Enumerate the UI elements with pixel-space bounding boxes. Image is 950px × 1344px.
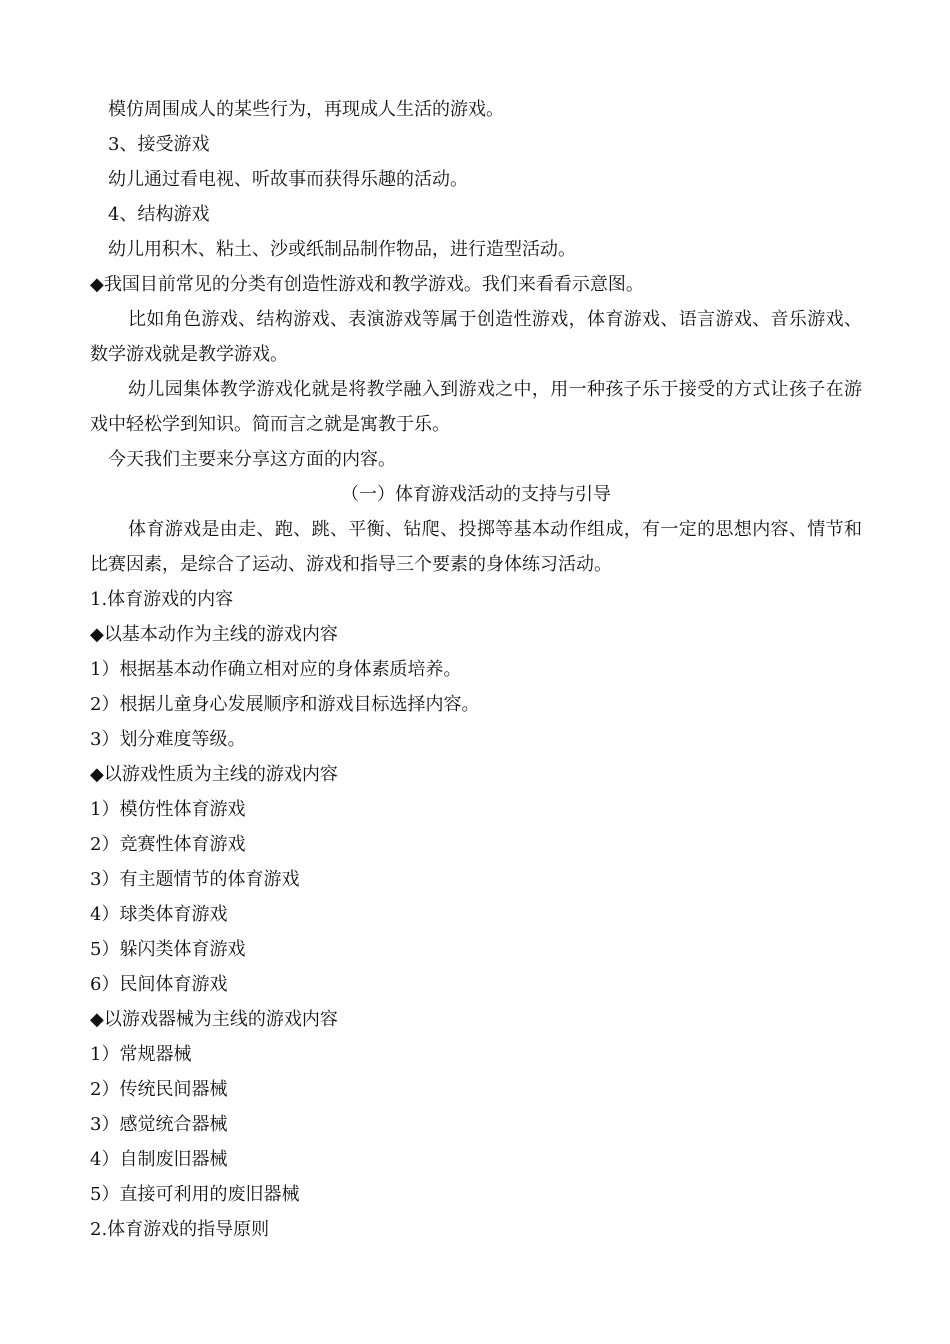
section-title: （一）体育游戏活动的支持与引导	[341, 484, 611, 505]
text-line: 幼儿通过看电视、听故事而获得乐趣的活动。	[108, 169, 468, 190]
list-item: 3）划分难度等级。	[90, 729, 246, 750]
bullet-line: ◆以游戏性质为主线的游戏内容	[90, 764, 338, 785]
bullet-line: ◆我国目前常见的分类有创造性游戏和教学游戏。我们来看看示意图。	[90, 274, 644, 295]
list-item: 3）有主题情节的体育游戏	[90, 869, 300, 890]
text-line: 幼儿用积木、粘土、沙或纸制品制作物品，进行造型活动。	[108, 239, 576, 260]
document-page	[90, 92, 862, 1247]
list-item: 3）感觉统合器械	[90, 1114, 228, 1135]
paragraph: 体育游戏是由走、跑、跳、平衡、钻爬、投掷等基本动作组成，有一定的思想内容、情节和比赛因素，是综合了运动、游戏和指导三个要素的身体练习活动。	[90, 519, 862, 575]
list-item: 2）竞赛性体育游戏	[90, 834, 246, 855]
list-item: 2）传统民间器械	[90, 1079, 228, 1100]
list-item: 5）直接可利用的废旧器械	[90, 1184, 300, 1205]
bullet-line: ◆以游戏器械为主线的游戏内容	[90, 1009, 338, 1030]
numbered-heading: 2.体育游戏的指导原则	[90, 1219, 270, 1240]
numbered-heading: 1.体育游戏的内容	[90, 589, 234, 610]
paragraph: 比如角色游戏、结构游戏、表演游戏等属于创造性游戏，体育游戏、语言游戏、音乐游戏、数学游戏就是教学游戏。	[90, 309, 862, 365]
list-item: 1）模仿性体育游戏	[90, 799, 246, 820]
list-item: 6）民间体育游戏	[90, 974, 228, 995]
list-item: 2）根据儿童身心发展顺序和游戏目标选择内容。	[90, 694, 480, 715]
bullet-line: ◆以基本动作为主线的游戏内容	[90, 624, 338, 645]
list-item: 5）躲闪类体育游戏	[90, 939, 246, 960]
section-heading: 3、接受游戏	[108, 134, 210, 155]
list-item: 4）自制废旧器械	[90, 1149, 228, 1170]
section-heading: 4、结构游戏	[108, 204, 210, 225]
text-line: 模仿周围成人的某些行为，再现成人生活的游戏。	[108, 99, 504, 120]
paragraph: 幼儿园集体教学游戏化就是将教学融入到游戏之中，用一种孩子乐于接受的方式让孩子在游戏中轻松学到知识。简而言之就是寓教于乐。	[90, 379, 862, 435]
list-item: 1）常规器械	[90, 1044, 192, 1065]
text-line: 今天我们主要来分享这方面的内容。	[108, 449, 396, 470]
list-item: 4）球类体育游戏	[90, 904, 228, 925]
list-item: 1）根据基本动作确立相对应的身体素质培养。	[90, 659, 462, 680]
